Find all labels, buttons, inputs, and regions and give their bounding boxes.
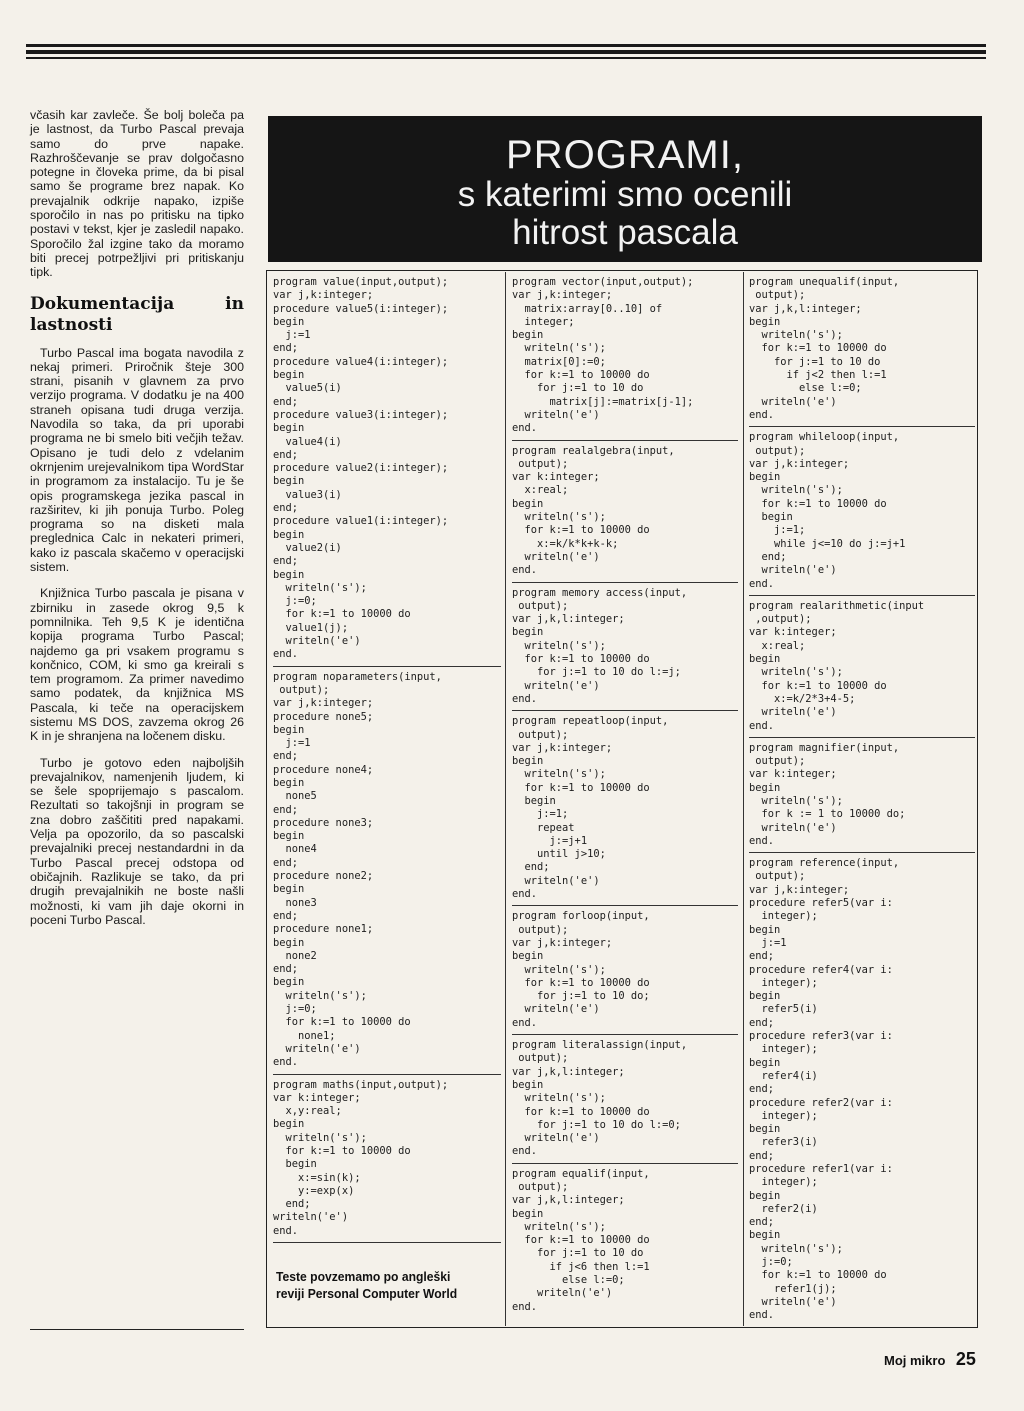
program-unequalif [749, 276, 975, 427]
header-rule [26, 44, 986, 47]
code-listing: program unequalif(input, output); var j,k,l:integer; begin writeln('s'); for k:=1 to 10000 do for j:=1 to 10 do if j<2 then l:=1 else l:=0; writeln('e') end. [749, 276, 900, 421]
program-repeatloop [512, 715, 738, 906]
column-divider [505, 272, 506, 1326]
code-listing: program magnifier(input, output); var k:integer; begin writeln('s'); for k := 1 to 10000 do; writeln('e') end. [749, 741, 906, 847]
banner-subtitle-line: s katerimi smo ocenili [457, 175, 793, 214]
header-rule [26, 57, 986, 59]
code-listing: program value(input,output); var j,k:integer; procedure value5(i:integer); begin j:=1 end; procedure value4(i:integer); begin value5(i) end; procedure value3(i:integer); begin value4(i) end; procedure value2(i:integer); begin value3(i) end; procedure value1(i:integer); begin value2(i) end; begin writeln('s'); j:=0; for k:=1 to 10000 do value1(j); writeln('e') end. [273, 276, 449, 661]
code-column-1 [273, 276, 501, 1247]
paragraph: Turbo Pascal ima bogata navodila z nekaj primeri. Priročnik šteje 300 strani, pisanih v glavnem za prvo verzijo programa. V dodatku je na 400 straneh opisana tudi druga verzija. Navodila so taka, da pri uporabi programa ne bi smelo biti večjih težav. Opisano je tudi delo z vdelanim okrnjenim urejevalnikom tipa WordStar in programom za instalacijo. Tu je še opis programskega jezika pascal in razširitev, ki jih ponuja Turbo. Poleg programa so na disketi mala preglednica Calc in nekateri primeri, kako iz pascala skačemo v operacijski sistem. [30, 345, 244, 575]
banner-title: PROGRAMI, [506, 133, 744, 177]
code-listing: program realarithmetic(input ,output); var k:integer; x:real; begin writeln('s'); for k:=1 to 10000 do x:=k/2*3+4-5; writeln('e') end. [749, 599, 925, 732]
section-heading: Dokumentacija in lastnosti [30, 293, 244, 335]
code-listing: program literalassign(input, output); var j,k,l:integer; begin writeln('s'); for k:=1 to 10000 do for j:=1 to 10 do l:=0; writeln('e') end. [512, 1039, 688, 1158]
program-value [273, 276, 501, 667]
program-reference [749, 857, 975, 1322]
program-realalgebra [512, 445, 738, 583]
program-vector [512, 276, 738, 441]
code-listing: program maths(input,output); var k:integer; x,y:real; begin writeln('s'); for k:=1 to 10000 do begin x:=sin(k); y:=exp(x) end; writeln('e') end. [273, 1078, 449, 1237]
programs-banner [268, 116, 982, 262]
column-end-rule [30, 1329, 244, 1330]
program-equalif [512, 1168, 738, 1314]
column-divider [743, 272, 744, 1326]
code-listing: program noparameters(input, output); var j,k:integer; procedure none5; begin j:=1 end; procedure none4; begin none5 end; procedure none3; begin none4 end; procedure none2; begin none3 end; procedure none1; begin none2 end; begin writeln('s'); j:=0; for k:=1 to 10000 do none1; writeln('e') end. [273, 670, 442, 1069]
code-column-3 [749, 276, 975, 1323]
page-footer [884, 1349, 976, 1370]
magazine-name: Moj mikro [884, 1353, 946, 1368]
source-caption: Teste povzemamo po angleški reviji Personal Computer World [276, 1269, 458, 1301]
code-listing: program memory access(input, output); var j,k,l:integer; begin writeln('s'); for k:=1 to 10000 do for j:=1 to 10 do l:=j; writeln('e') end. [512, 586, 688, 705]
page-number: 25 [955, 1349, 976, 1369]
code-column-2 [512, 276, 738, 1314]
code-listing: program repeatloop(input, output); var j,k:integer; begin writeln('s'); for k:=1 to 10000 do begin j:=1; repeat j:=j+1 until j>10; end; writeln('e') end. [512, 715, 669, 901]
code-listing: program realalgebra(input, output); var k:integer; x:real; begin writeln('s'); for k:=1 to 10000 do x:=k/k*k+k-k; writeln('e') end. [512, 444, 675, 577]
code-listing: program vector(input,output); var j,k:integer; matrix:array[0..10] of integer; begin writeln('s'); matrix[0]:=0; for k:=1 to 10000 do for j:=1 to 10 do matrix[j]:=matrix[j-1]; writeln('e') end. [512, 276, 694, 435]
paragraph: Knjižnica Turbo pascala je pisana v zbirniku in zasede okrog 9,5 k pomnilnika. Teh 9,5 K je identična kopija programa Turbo Pascal; najdemo ga pri vsakem programu s končnico, COM, ki smo ga kreirali s tem programom. Za primer navedimo samo podatek, da knjižnica MS Pascala, ki teče na operacijskem sistemu MS DOS, zavzema okrog 26 K in je shranjena na ločenem disku. [30, 586, 244, 744]
program-maths [273, 1079, 501, 1244]
banner-subtitle-line: hitrost pascala [512, 213, 738, 252]
paragraph: včasih kar zavleče. Še bolj boleča pa je lastnost, da Turbo Pascal prevaja samo do prve napake. Razhroščevanje se prav dolgočasno potegne in človeka prime, da bi pisal samo še programe brez napak. Ko prevajalnik odkrije napako, izpiše sporočilo in nas po pritisku na tipko postavi v tekst, kjer je zasledil napako. Sporočilo žal izgine tako da moramo biti precej potrpežljivi pri pritiskanju tipk. [30, 108, 244, 280]
paragraph: Turbo je gotovo eden najboljših prevajalnikov, namenjenih ljudem, ki se šele spoprijemajo s pascalom. Rezultati so takojšnji in program se zna dobro zaščititi pred napakami. Velja pa opozorilo, da so pascalski prevajalniki precej nestandardni in da Turbo Pascal precej odstopa od običajnih. Razlikuje se tako, da pri drugih prevajalnikih ne boste našli možnosti, ki vam jih daje okorni in poceni Turbo Pascal. [30, 755, 244, 927]
program-whileloop [749, 431, 975, 596]
code-listing: program forloop(input, output); var j,k:integer; begin writeln('s'); for k:=1 to 10000 do for j:=1 to 10 do; writeln('e') end. [512, 910, 650, 1029]
program-noparameters [273, 671, 501, 1075]
program-memoryaccess [512, 587, 738, 712]
code-listing: program whileloop(input, output); var j,k:integer; begin writeln('s'); for k:=1 to 10000 do begin j:=1; while j<=10 do j:=j+1 end; writeln('e') end. [749, 431, 906, 590]
code-listing: program equalif(input, output); var j,k,l:integer; begin writeln('s'); for k:=1 to 10000 do for j:=1 to 10 do if j<6 then l:=1 else l:=0; writeln('e') end. [512, 1167, 650, 1313]
article-text-column [30, 108, 244, 939]
program-magnifier [749, 742, 975, 853]
code-listing: program reference(input, output); var j,k:integer; procedure refer5(var i: integer); begin j:=1 end; procedure refer4(var i: integer); begin refer5(i) end; procedure refer3(var i: integer); begin refer4(i) end; procedure refer2(var i: integer); begin refer3(i) end; procedure refer1(var i: integer); begin refer2(i) end; begin writeln('s'); j:=0; for k:=1 to 10000 do refer1(j); writeln('e') end. [749, 857, 900, 1322]
program-forloop [512, 910, 738, 1035]
program-literalassign [512, 1039, 738, 1164]
header-rule [26, 50, 986, 54]
program-realarithmetic [749, 600, 975, 738]
